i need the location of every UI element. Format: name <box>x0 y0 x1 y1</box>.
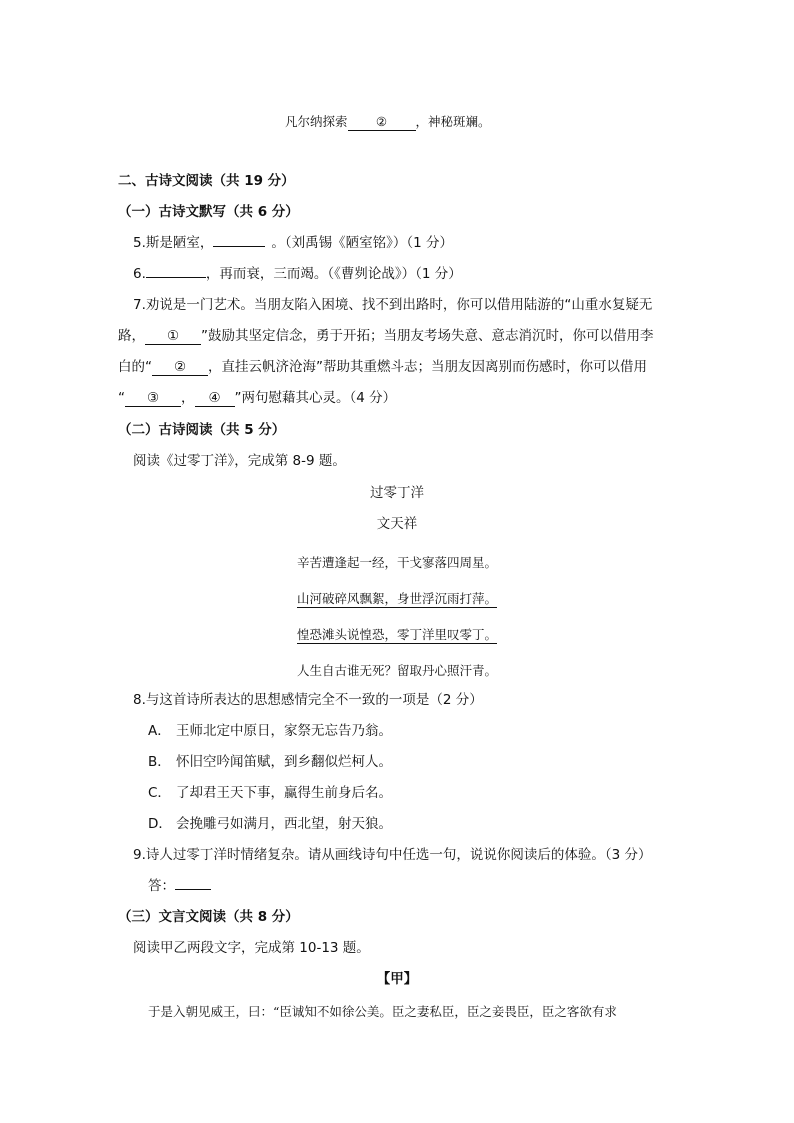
q8-option-a <box>148 721 392 741</box>
option-text: 怀旧空吟闻笛赋，到乡翻似烂柯人。 <box>176 754 392 770</box>
q8-option-c <box>148 783 392 803</box>
answer-blank <box>175 889 211 890</box>
q7-blank-2: ② <box>152 359 208 376</box>
q7-line-4 <box>118 388 396 408</box>
q8-stem: 8.与这首诗所表达的思想感情完全不一致的一项是（2 分） <box>133 692 483 708</box>
poem-line <box>0 661 794 681</box>
option-letter: A． <box>148 723 171 739</box>
poem-line-4: 人生自古谁无死？留取丹心照汗青。 <box>296 663 497 678</box>
option-letter: D． <box>148 816 172 832</box>
part3-title: （三）文言文阅读（共 8 分） <box>118 909 299 925</box>
q5-before: 5.斯是陋室， <box>133 235 214 251</box>
q7-line-3 <box>118 357 647 377</box>
q7-line-2 <box>118 326 654 346</box>
poem-line <box>0 625 794 645</box>
top-line <box>285 112 491 132</box>
section-title: 二、古诗文阅读（共 19 分） <box>118 173 295 189</box>
q8-option-b <box>148 752 392 772</box>
q7-line-1: 7.劝说是一门艺术。当朋友陷入困境、找不到出路时，你可以借用陆游的“山重水复疑无 <box>133 297 653 313</box>
q7-line2-before: 路， <box>118 328 145 344</box>
q5-after: 。（刘禹锡《陋室铭》）（1 分） <box>271 235 454 251</box>
poem-line-3: 惶恐滩头说惶恐，零丁洋里叹零丁。 <box>296 627 497 642</box>
option-text: 了却君王天下事，赢得生前身后名。 <box>176 785 392 801</box>
poem-line-2: 山河破碎风飘絮，身世浮沉雨打萍。 <box>296 591 497 606</box>
q7-line3-after: ，直挂云帆济沧海”帮助其重燃斗志；当朋友因离别而伤感时，你可以借用 <box>208 359 647 375</box>
poem-title: 过零丁洋 <box>370 485 424 501</box>
question-6 <box>133 264 462 284</box>
answer-label: 答： <box>148 878 175 894</box>
top-line-after: ，神秘斑斓。 <box>415 114 491 129</box>
q7-line4-before: “ <box>118 390 125 406</box>
poem-line-1: 辛苦遭逢起一经，干戈寥落四周星。 <box>296 555 497 570</box>
top-line-blank: ② <box>348 114 416 131</box>
jia-line-1: 于是入朝见威王，曰：“臣诚知不如徐公美。臣之妻私臣，臣之妾畏臣，臣之客欲有求 <box>148 1004 617 1019</box>
q6-after: ，再而衰，三而竭。（《曹刿论战》）（1 分） <box>205 266 462 282</box>
option-letter: B． <box>148 754 171 770</box>
part3-intro: 阅读甲乙两段文字，完成第 10-13 题。 <box>133 940 370 956</box>
option-text: 王师北定中原日，家祭无忘告乃翁。 <box>176 723 392 739</box>
q9-answer <box>148 876 211 896</box>
q8-option-d <box>148 814 392 834</box>
q7-blank-1: ① <box>145 328 201 345</box>
q6-blank <box>146 277 206 278</box>
top-line-before: 凡尔纳探索 <box>285 114 348 129</box>
q6-before: 6. <box>133 266 146 282</box>
q5-blank <box>213 246 265 247</box>
q7-line3-before: 白的“ <box>118 359 152 375</box>
q7-line4-mid: ， <box>181 390 195 406</box>
q7-blank-3: ③ <box>125 390 181 407</box>
option-letter: C． <box>148 785 171 801</box>
poem-line <box>0 553 794 573</box>
q9-stem: 9.诗人过零丁洋时情绪复杂。请从画线诗句中任选一句，说说你阅读后的体验。（3 分） <box>133 847 652 863</box>
poem-author: 文天祥 <box>376 516 418 532</box>
q7-line2-after: ”鼓励其坚定信念，勇于开拓；当朋友考场失意、意志消沉时，你可以借用李 <box>201 328 654 344</box>
option-text: 会挽雕弓如满月，西北望，射天狼。 <box>176 816 392 832</box>
q7-blank-4: ④ <box>195 390 235 407</box>
part2-title: （二）古诗阅读（共 5 分） <box>118 422 286 438</box>
jia-title: 【甲】 <box>376 971 418 987</box>
part2-intro: 阅读《过零丁洋》，完成第 8-9 题。 <box>133 453 346 469</box>
poem-line <box>0 589 794 609</box>
part1-title: （一）古诗文默写（共 6 分） <box>118 204 299 220</box>
q7-line4-after: ”两句慰藉其心灵。（4 分） <box>234 390 397 406</box>
question-5 <box>133 233 453 253</box>
